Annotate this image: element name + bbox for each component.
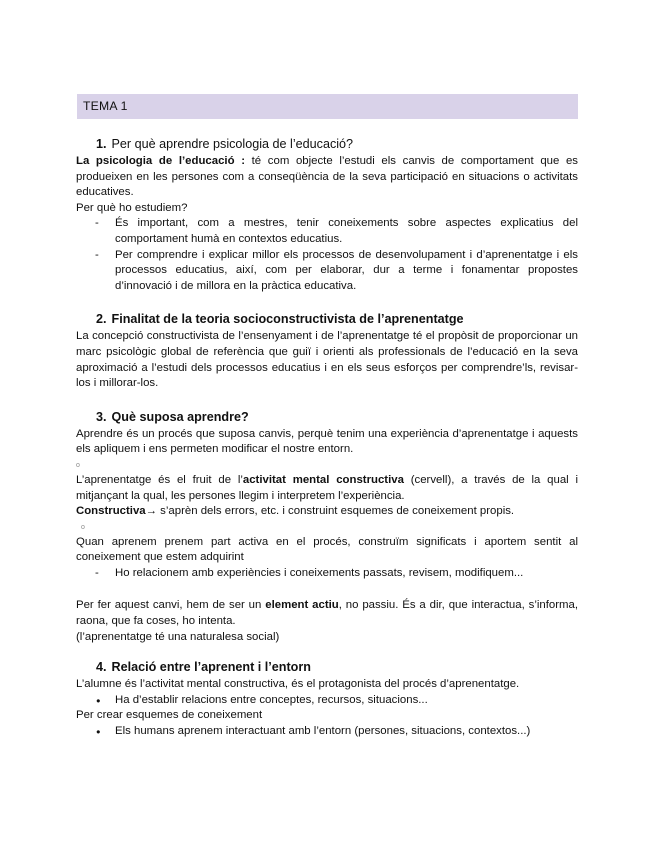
list-item: - Per comprendre i explicar millor els processos de desenvolupament i d’aprenentatge i els processos educatius, així, com per elaborar, dur a terme i fonamentar propostes d’innovació i de millora en la pràctica educativa. (76, 248, 578, 295)
section-3-title: Què suposa aprendre? (111, 409, 249, 424)
section-1-title: Per què aprendre psicologia de l’educació? (111, 137, 354, 151)
section-2-paragraph: La concepció constructivista de l’ensenyament i de l’aprenentatge té el propòsit de proporcionar un marc psicològic global de referència que guiï i orienti als professionals de l’educació en la seva aproximació a l’estudi dels processos educatius i en els seus esforços per comprendre’ls, revisar-los i millorar-los. (76, 330, 578, 390)
section-2-number: 2. (96, 312, 107, 327)
spacer (76, 392, 578, 409)
section-3-paragraph-2 (76, 473, 578, 504)
section-1-heading (96, 136, 578, 153)
section-3-paragraph-6: (l’aprenentatge té una naturalesa social) (76, 630, 280, 643)
section-2-title: Finalitat de la teoria socioconstructivista de l’aprenentatge (111, 312, 464, 327)
section-2-heading (96, 311, 578, 328)
section-3-paragraph-1: Aprendre és un procés que suposa canvis, perquè tenim una experiència d’aprenentatge i aquests els apliquem i ens permeten modificar el nostre entorn. (76, 427, 578, 456)
paragraph-text: L’aprenentatge és el fruit de l’ (76, 473, 243, 486)
section-4-bullet-list-2 (76, 724, 578, 740)
stray-glyph: o (76, 461, 80, 469)
section-4-heading (96, 659, 578, 676)
list-item: - És important, com a mestres, tenir coneixements sobre aspectes explicatius del comportament humà en contextos educatius. (76, 216, 578, 247)
topic-header-bar (77, 94, 578, 119)
document-body (76, 136, 578, 740)
section-4-number: 4. (96, 660, 107, 675)
definition-text: té com objecte l’estudi els canvis de comportament que es produeixen en les persones com a conseqüència de la seva participació en situacions o activitats educatives. (76, 155, 578, 199)
paragraph-text: → s’aprèn dels errors, etc. i construint esquemes de coneixement propis. (145, 505, 515, 518)
spacer (76, 581, 578, 598)
spacer (76, 294, 578, 311)
list-item: ● Ha d’establir relacions entre conceptes, recursos, situacions... (76, 693, 578, 709)
stray-glyph: o (81, 523, 85, 531)
section-3-paragraph-4: Quan aprenem prenem part activa en el procés, construïm significats i aportem sentit al coneixement que estem adquirint (76, 535, 578, 564)
section-1-number: 1. (96, 137, 107, 151)
paragraph-text: Per fer aquest canvi, hem de ser un (76, 599, 266, 612)
section-1-definition (76, 154, 578, 201)
emphasis-text: activitat mental constructiva (242, 473, 404, 486)
list-item: ● Els humans aprenem interactuant amb l’entorn (persones, situacions, contextos...) (76, 724, 578, 740)
topic-title: TEMA 1 (83, 99, 128, 113)
section-4-bullet-list-1 (76, 693, 578, 709)
paragraph-text: (cervell), a través de la qual i mitjançant la qual, les persones llegim i interpretem l’experiència. (76, 473, 579, 502)
emphasis-text: Constructiva (76, 505, 146, 518)
section-4-title: Relació entre l’aprenent i l’entorn (111, 660, 311, 675)
section-3-paragraph-3 (76, 504, 578, 520)
section-3-paragraph-5 (76, 598, 578, 629)
section-1-question-line: Per què ho estudiem? (76, 201, 188, 214)
section-3-number: 3. (96, 409, 107, 424)
emphasis-text: element actiu (265, 599, 339, 612)
section-3-heading (96, 409, 578, 426)
paragraph-text: , no passiu. És a dir, que interactua, s’informa, raona, que fa coses, ho intenta. (76, 599, 578, 628)
definition-term: La psicologia de l’educació : (76, 155, 245, 167)
section-3-dash-list (76, 566, 578, 582)
section-1-dash-list (76, 216, 578, 294)
section-4-paragraph-1: L’alumne és l’activitat mental constructiva, és el protagonista del procés d’aprenentatge. (76, 678, 520, 691)
spacer (76, 645, 578, 659)
section-4-paragraph-2: Per crear esquemes de coneixement (76, 709, 263, 722)
list-item: - Ho relacionem amb experiències i coneixements passats, revisem, modifiquem... (76, 566, 578, 582)
